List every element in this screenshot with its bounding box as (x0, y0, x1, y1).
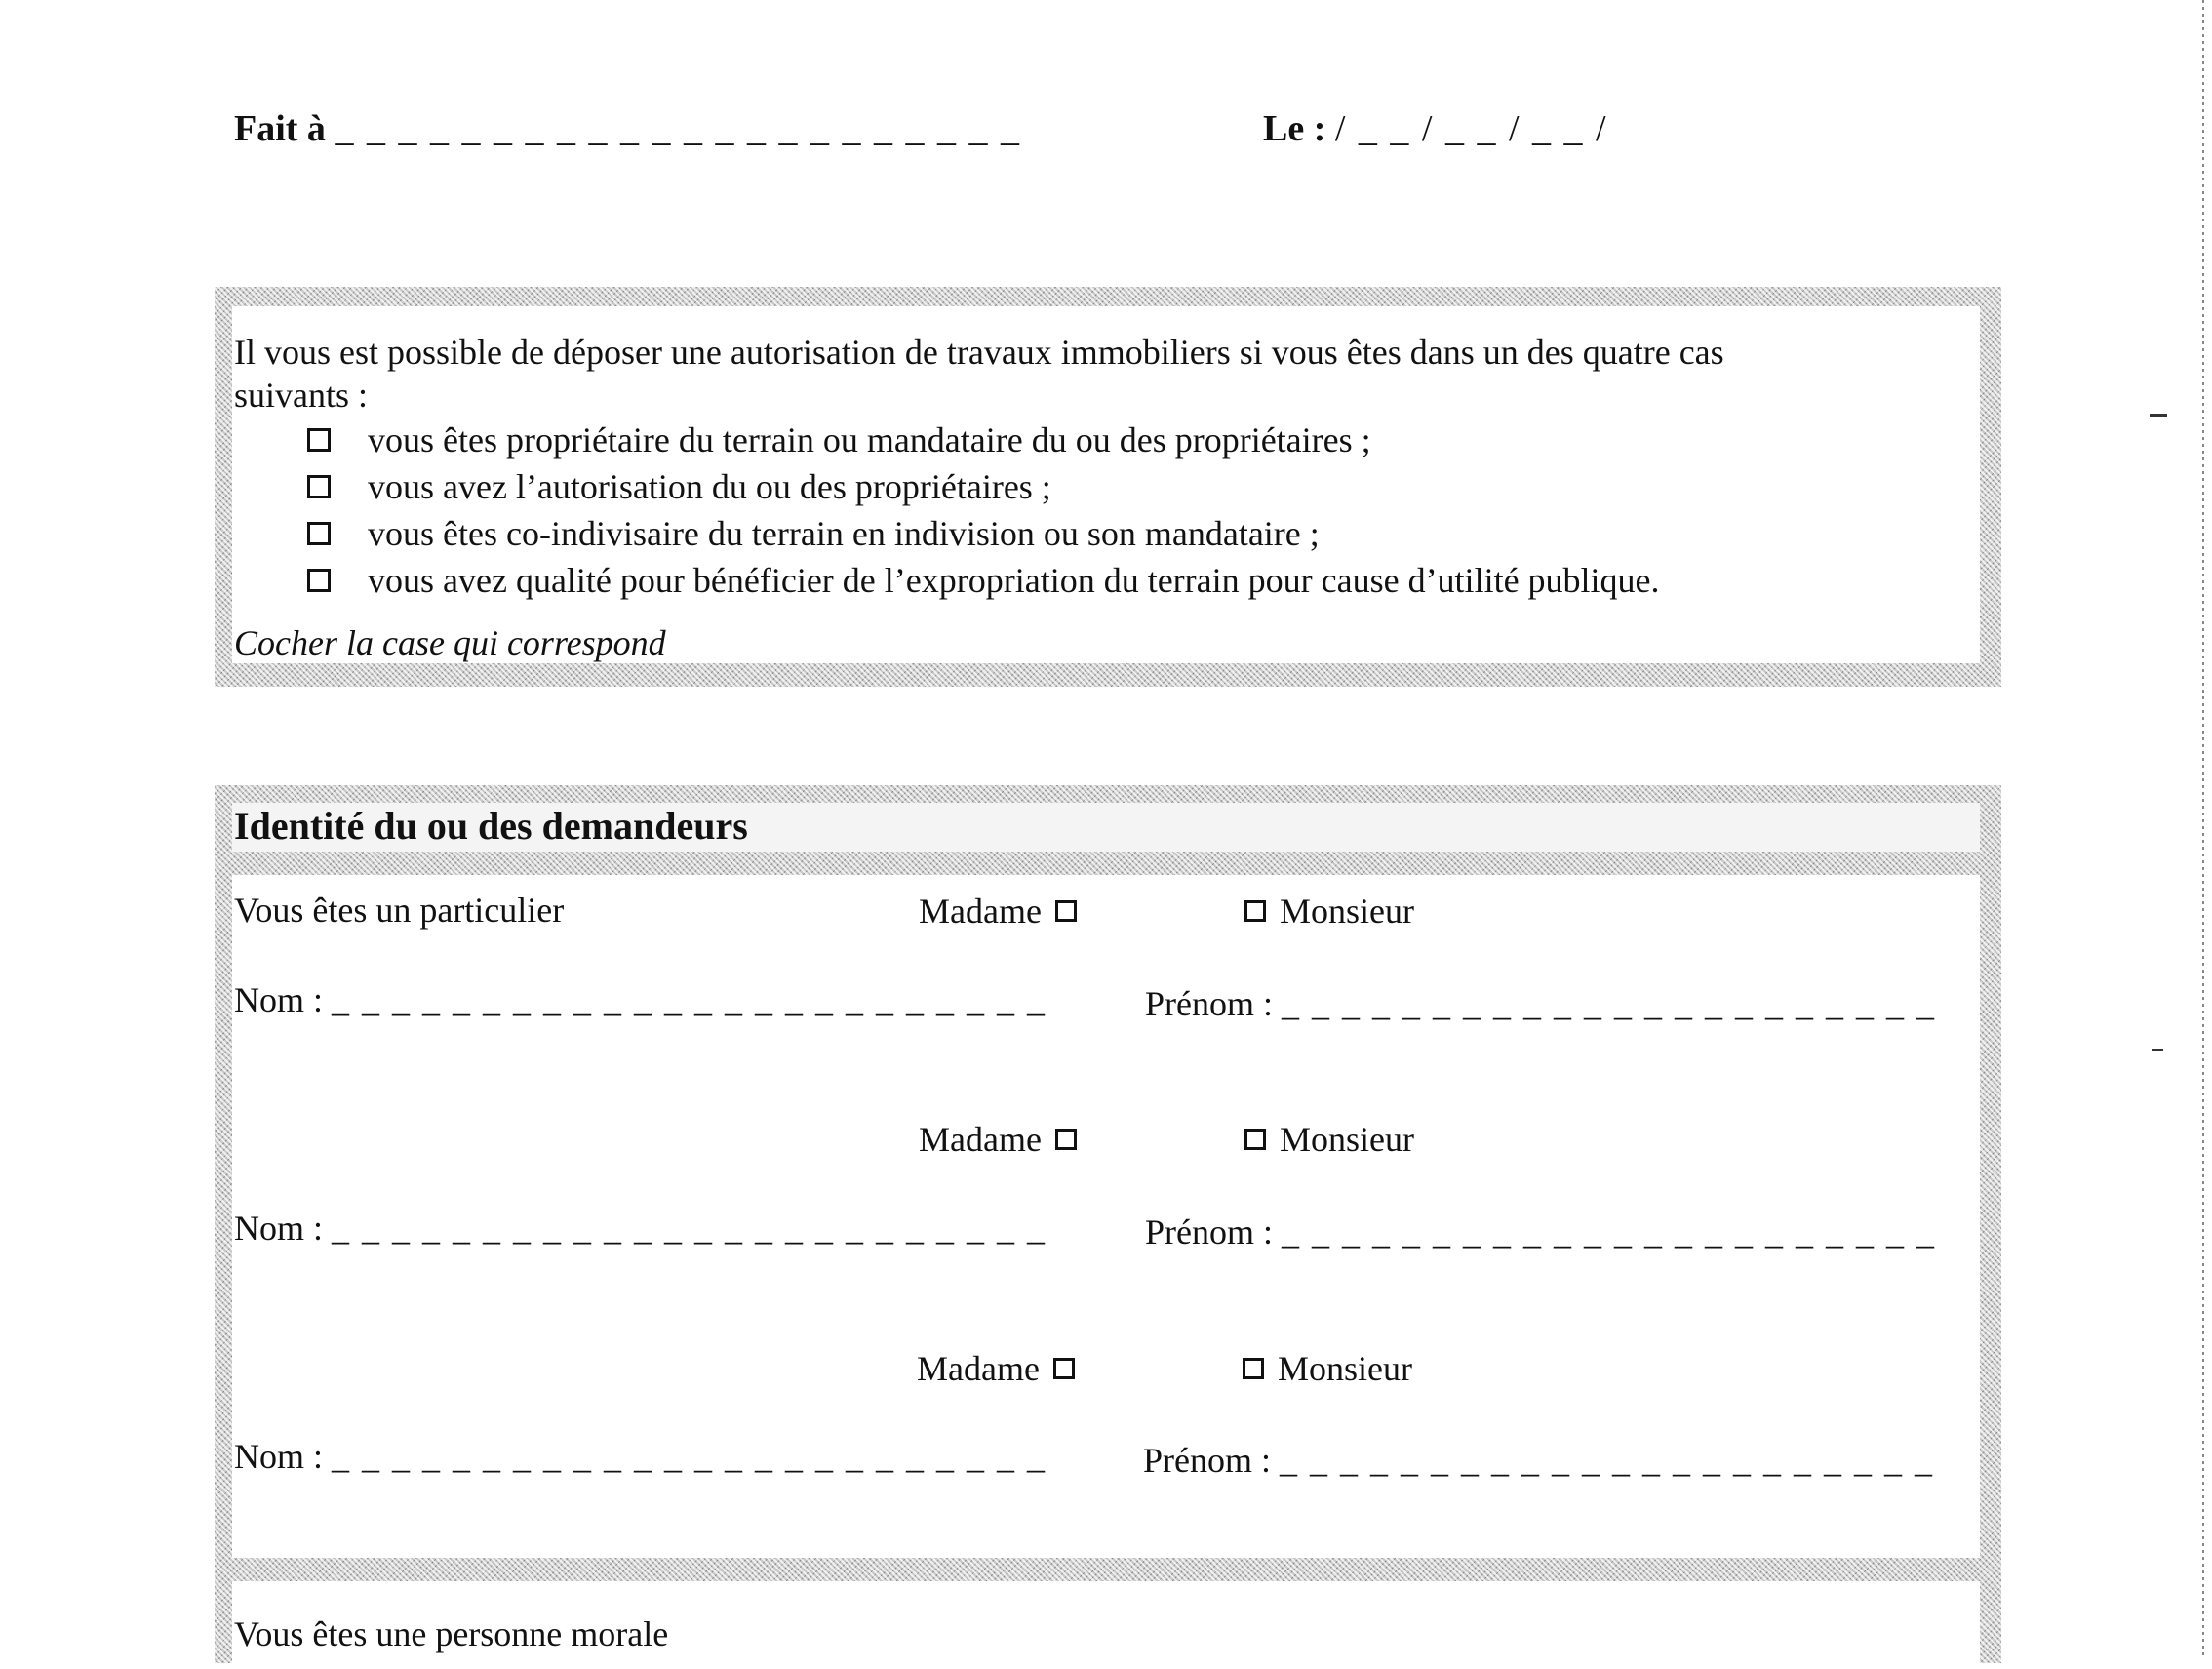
applicant-3-nom (234, 1436, 1047, 1477)
condition-option-1[interactable] (307, 419, 1371, 460)
right-edge-line (2202, 0, 2204, 1659)
personne-morale-label: Vous êtes une personne morale (234, 1614, 669, 1653)
conditions-intro-line2: suivants : (234, 376, 369, 415)
condition-option-2[interactable] (307, 466, 1051, 507)
nom-label: Nom : (234, 1209, 324, 1248)
madame-checkbox-icon[interactable] (1055, 1129, 1077, 1150)
nom-label: Nom : (234, 1437, 324, 1476)
monsieur-checkbox-icon[interactable] (1243, 1358, 1264, 1379)
applicant-1-nom (234, 979, 1047, 1020)
condition-option-3[interactable] (307, 513, 1320, 554)
madame-label: Madame (917, 1349, 1040, 1388)
madame-checkbox-icon[interactable] (1053, 1358, 1075, 1379)
prenom-field[interactable]: _ _ _ _ _ _ _ _ _ _ _ _ _ _ _ _ _ _ _ _ _ _ (1282, 984, 1936, 1023)
applicant-2-madame[interactable] (919, 1119, 1077, 1160)
applicant-3-madame[interactable] (917, 1348, 1075, 1389)
date-line (1263, 107, 1608, 150)
margin-mark (2152, 1049, 2163, 1051)
checkbox-icon[interactable] (307, 569, 331, 592)
prenom-label: Prénom : (1145, 1212, 1273, 1252)
condition-option-label: vous êtes propriétaire du terrain ou mandataire du ou des propriétaires ; (368, 420, 1371, 459)
madame-label: Madame (919, 892, 1042, 931)
applicant-1-madame[interactable] (919, 891, 1077, 932)
fait-a-line (234, 107, 1021, 150)
applicant-1-monsieur[interactable] (1244, 891, 1414, 932)
prenom-field[interactable]: _ _ _ _ _ _ _ _ _ _ _ _ _ _ _ _ _ _ _ _ _ _ (1280, 1441, 1934, 1480)
conditions-intro-line1: Il vous est possible de déposer une autorisation de travaux immobiliers si vous êtes dans un des quatre cas (234, 333, 1724, 372)
margin-mark (2150, 414, 2167, 417)
date-field[interactable]: / _ _ / _ _ / _ _ / (1334, 108, 1608, 149)
applicant-3-prenom (1143, 1440, 1934, 1481)
prenom-label: Prénom : (1145, 984, 1273, 1023)
condition-option-label: vous avez qualité pour bénéficier de l’expropriation du terrain pour cause d’utilité publique. (368, 561, 1660, 600)
checkbox-icon[interactable] (307, 428, 331, 452)
condition-option-label: vous êtes co-indivisaire du terrain en indivision ou son mandataire ; (368, 514, 1320, 553)
fait-a-label: Fait à (234, 108, 326, 149)
particulier-label: Vous êtes un particulier (234, 891, 565, 930)
condition-option-label: vous avez l’autorisation du ou des propriétaires ; (368, 467, 1051, 506)
prenom-field[interactable]: _ _ _ _ _ _ _ _ _ _ _ _ _ _ _ _ _ _ _ _ _ _ (1282, 1212, 1936, 1252)
monsieur-checkbox-icon[interactable] (1244, 1129, 1266, 1150)
checkbox-icon[interactable] (307, 522, 331, 545)
monsieur-label: Monsieur (1280, 1120, 1414, 1159)
fait-a-field[interactable]: _ _ _ _ _ _ _ _ _ _ _ _ _ _ _ _ _ _ _ _ _ _ (335, 108, 1021, 149)
applicant-2-prenom (1145, 1212, 1936, 1252)
nom-label: Nom : (234, 980, 324, 1019)
nom-field[interactable]: _ _ _ _ _ _ _ _ _ _ _ _ _ _ _ _ _ _ _ _ _ _ _ _ (332, 980, 1047, 1019)
applicant-2-nom (234, 1208, 1047, 1249)
monsieur-checkbox-icon[interactable] (1244, 900, 1266, 922)
condition-option-4[interactable] (307, 560, 1660, 601)
applicant-1-prenom (1145, 983, 1936, 1024)
nom-field[interactable]: _ _ _ _ _ _ _ _ _ _ _ _ _ _ _ _ _ _ _ _ _ _ _ _ (332, 1437, 1047, 1476)
monsieur-label: Monsieur (1280, 892, 1414, 931)
applicant-2-monsieur[interactable] (1244, 1119, 1414, 1160)
conditions-instruction: Cocher la case qui correspond (234, 623, 666, 662)
madame-label: Madame (919, 1120, 1042, 1159)
madame-checkbox-icon[interactable] (1055, 900, 1077, 922)
checkbox-icon[interactable] (307, 475, 331, 498)
date-label: Le : (1263, 108, 1326, 149)
monsieur-label: Monsieur (1278, 1349, 1412, 1388)
applicant-3-monsieur[interactable] (1243, 1348, 1412, 1389)
identity-title: Identité du ou des demandeurs (234, 804, 748, 848)
nom-field[interactable]: _ _ _ _ _ _ _ _ _ _ _ _ _ _ _ _ _ _ _ _ _ _ _ _ (332, 1209, 1047, 1248)
prenom-label: Prénom : (1143, 1441, 1271, 1480)
